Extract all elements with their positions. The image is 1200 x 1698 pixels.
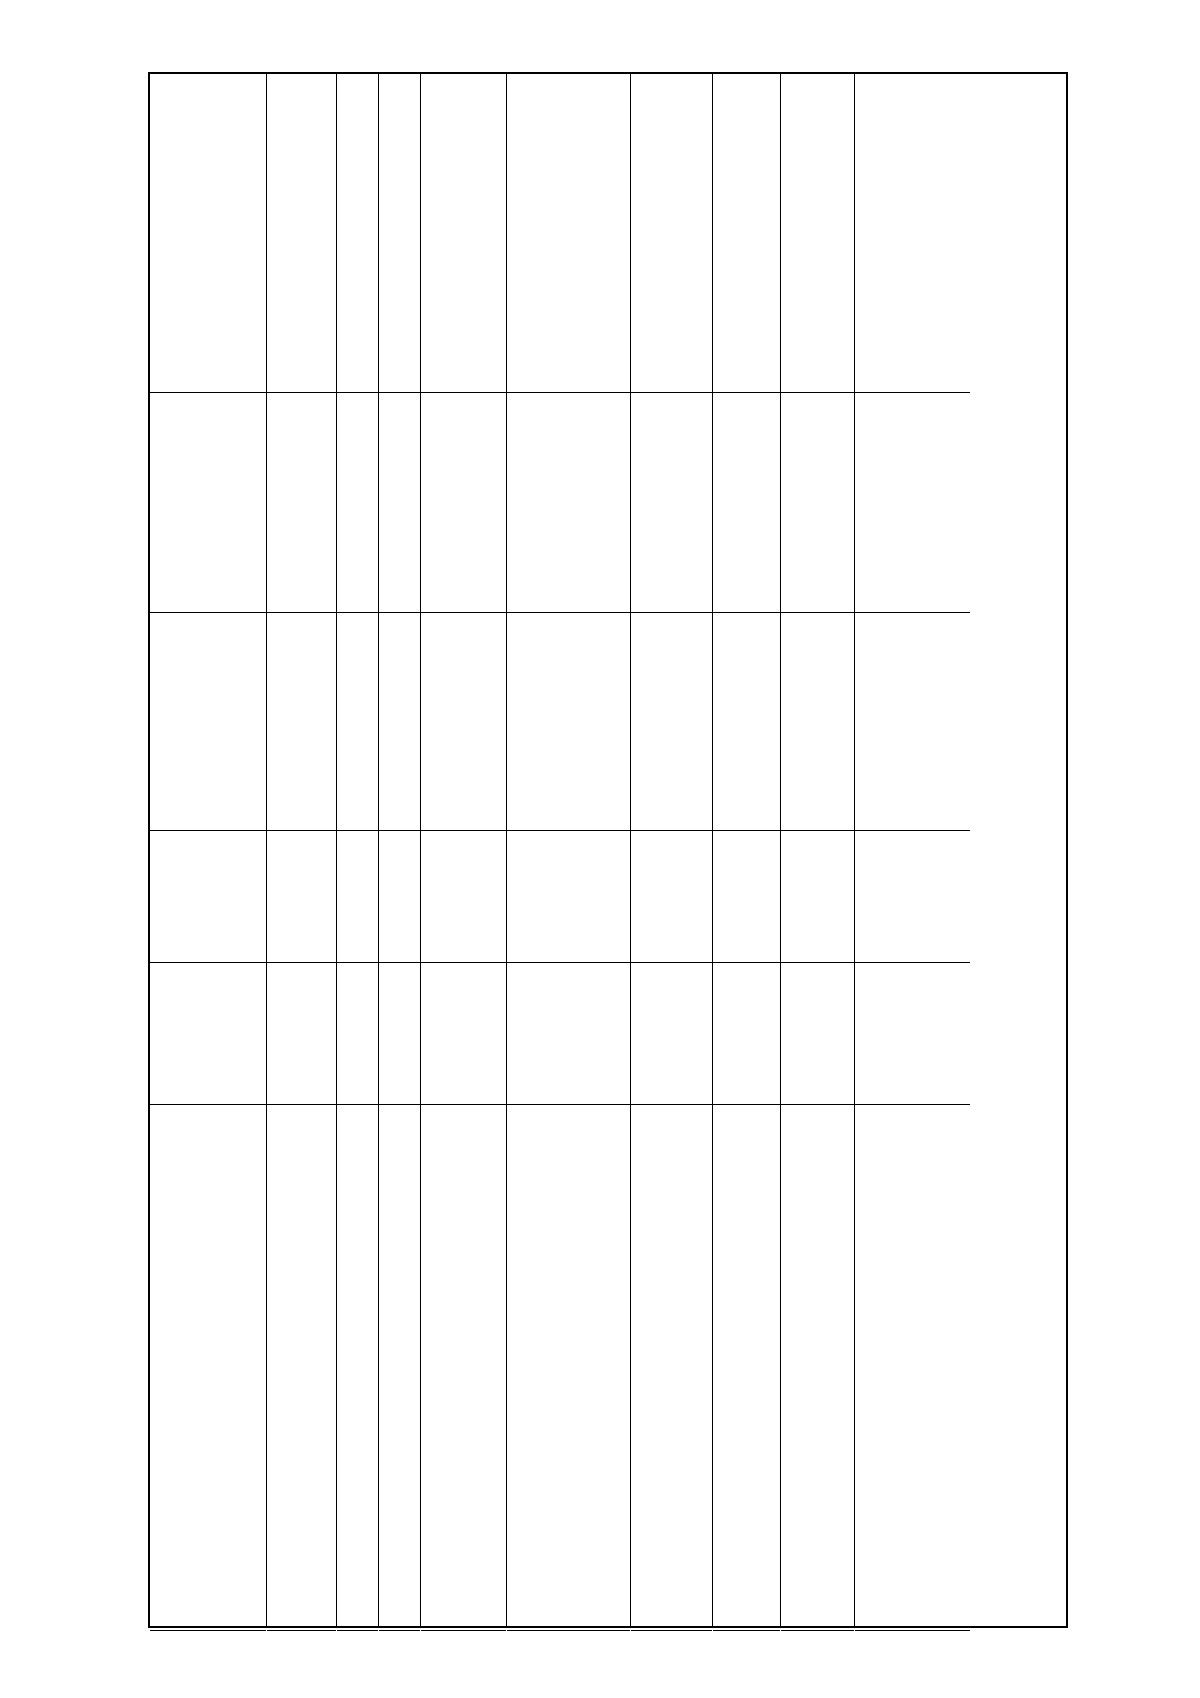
- basis-cell: [269, 962, 334, 1100]
- checklist-table: [148, 72, 1068, 1628]
- basis-cell: [152, 962, 264, 1100]
- basis-cell: [783, 962, 852, 1100]
- question-cell: [715, 1104, 778, 1624]
- question-cell: [423, 1104, 504, 1624]
- basis-cell: [339, 962, 376, 1100]
- question-cell: [381, 1104, 418, 1624]
- basis-cell: [633, 962, 710, 1100]
- table-row: [854, 74, 970, 1626]
- table-row: [266, 74, 336, 1626]
- table-row: [336, 74, 378, 1626]
- question-cell: [269, 1104, 334, 1624]
- question-cell: [152, 1104, 264, 1624]
- table-row: [420, 74, 506, 1626]
- question-cell: [857, 1104, 968, 1624]
- table-row: [150, 74, 266, 1626]
- question-cell: [339, 1104, 376, 1624]
- question-cell: [509, 1104, 628, 1624]
- table-row: [630, 74, 712, 1626]
- table-row: [506, 74, 630, 1626]
- basis-cell: [509, 962, 628, 1100]
- table-row: [378, 74, 420, 1626]
- question-cell: [633, 1104, 710, 1624]
- question-cell: [783, 1104, 852, 1624]
- basis-cell: [715, 962, 778, 1100]
- basis-cell: [423, 962, 504, 1100]
- basis-cell: [381, 962, 418, 1100]
- table-row: [712, 74, 780, 1626]
- table-row: [780, 74, 854, 1626]
- basis-cell: [857, 962, 968, 1100]
